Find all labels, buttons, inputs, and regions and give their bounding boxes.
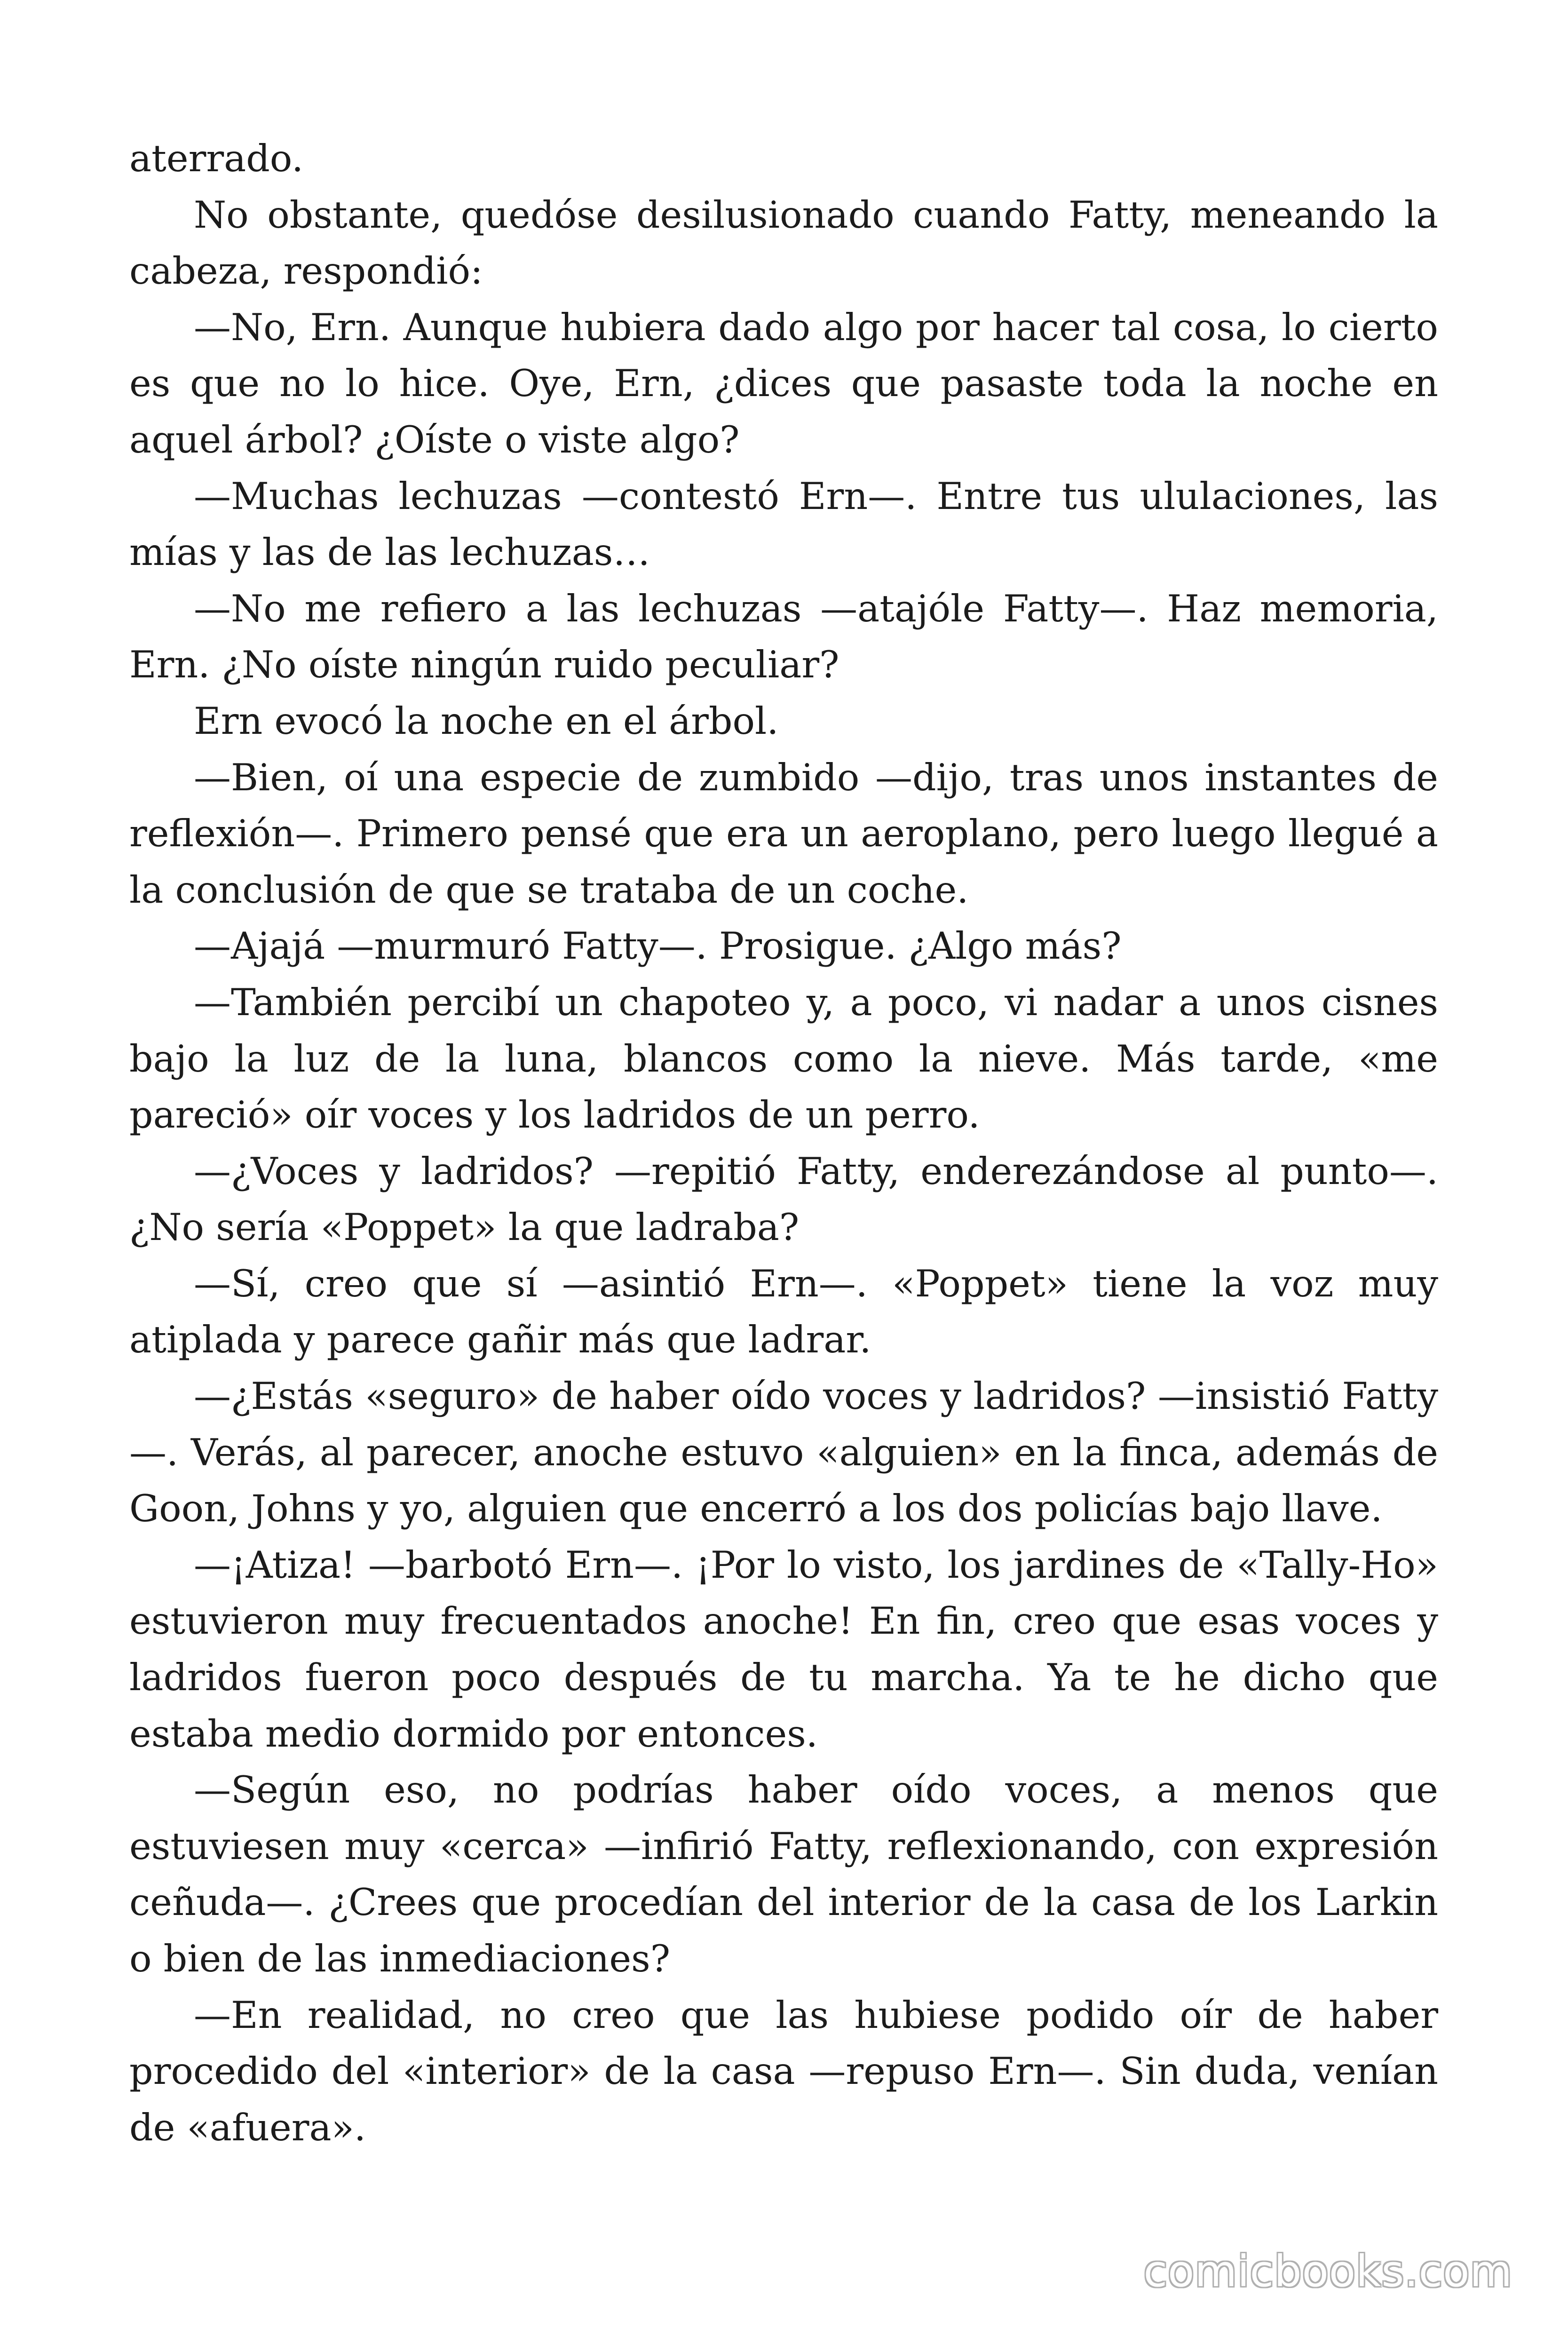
dialogue-paragraph: —No, Ern. Aunque hubiera dado algo por hacer tal cosa, lo cierto es que no lo hice. Oye, Ern, ¿dices que pasaste toda la noche en aquel árbol? ¿Oíste o viste algo? <box>129 305 1438 461</box>
dialogue-paragraph: —También percibí un chapoteo y, a poco, vi nadar a unos cisnes bajo la luz de la luna, blancos como la nieve. Más tarde, «me pareció» oír voces y los ladridos de un perro. <box>129 980 1438 1137</box>
paragraph: No obstante, quedóse desilusionado cuando Fatty, meneando la cabeza, respondió: <box>129 193 1438 293</box>
dialogue-paragraph: —No me refiero a las lechuzas —atajóle Fatty—. Haz memoria, Ern. ¿No oíste ningún ruido peculiar? <box>129 587 1438 687</box>
dialogue-paragraph: —¡Atiza! —barbotó Ern—. ¡Por lo visto, los jardines de «Tally-Ho» estuvieron muy frecuentados anoche! En fin, creo que esas voces y ladridos fueron poco después de tu marcha. Ya te he dicho que estaba medio dormido por entonces. <box>129 1543 1438 1756</box>
dialogue-paragraph: —En realidad, no creo que las hubiese podido oír de haber procedido del «interior» de la casa —repuso Ern—. Sin duda, venían de «afuera». <box>129 1993 1438 2149</box>
dialogue-paragraph: —Bien, oí una especie de zumbido —dijo, tras unos instantes de reflexión—. Primero pensé que era un aeroplano, pero luego llegué a la conclusión de que se trataba de un coche. <box>129 755 1438 912</box>
dialogue-paragraph: —Según eso, no podrías haber oído voces, a menos que estuviesen muy «cerca» —infirió Fatty, reflexionando, con expresión ceñuda—. ¿Crees que procedían del interior de la casa de los Larkin o bien de las inmediaciones? <box>129 1768 1438 1980</box>
dialogue-paragraph: —Muchas lechuzas —contestó Ern—. Entre tus ululaciones, las mías y las de las lechuzas… <box>129 474 1438 574</box>
dialogue-paragraph: —Sí, creo que sí —asintió Ern—. «Poppet» tiene la voz muy atiplada y parece gañir más que ladrar. <box>129 1262 1438 1362</box>
dialogue-paragraph: —¿Voces y ladridos? —repitió Fatty, enderezándose al punto—. ¿No sería «Poppet» la que ladraba? <box>129 1149 1438 1249</box>
paragraph-continuation: aterrado. <box>129 137 304 180</box>
dialogue-paragraph: —¿Estás «seguro» de haber oído voces y ladridos? —insistió Fatty—. Verás, al parecer, anoche estuvo «alguien» en la finca, además de Goon, Johns y yo, alguien que encerró a los dos policías bajo llave. <box>129 1375 1438 1531</box>
book-page-text <box>129 131 1438 2156</box>
paragraph: Ern evocó la noche en el árbol. <box>194 699 779 743</box>
dialogue-paragraph: —Ajajá —murmuró Fatty—. Prosigue. ¿Algo más? <box>194 924 1122 968</box>
watermark-logo: comicbooks.com <box>1143 2246 1513 2296</box>
